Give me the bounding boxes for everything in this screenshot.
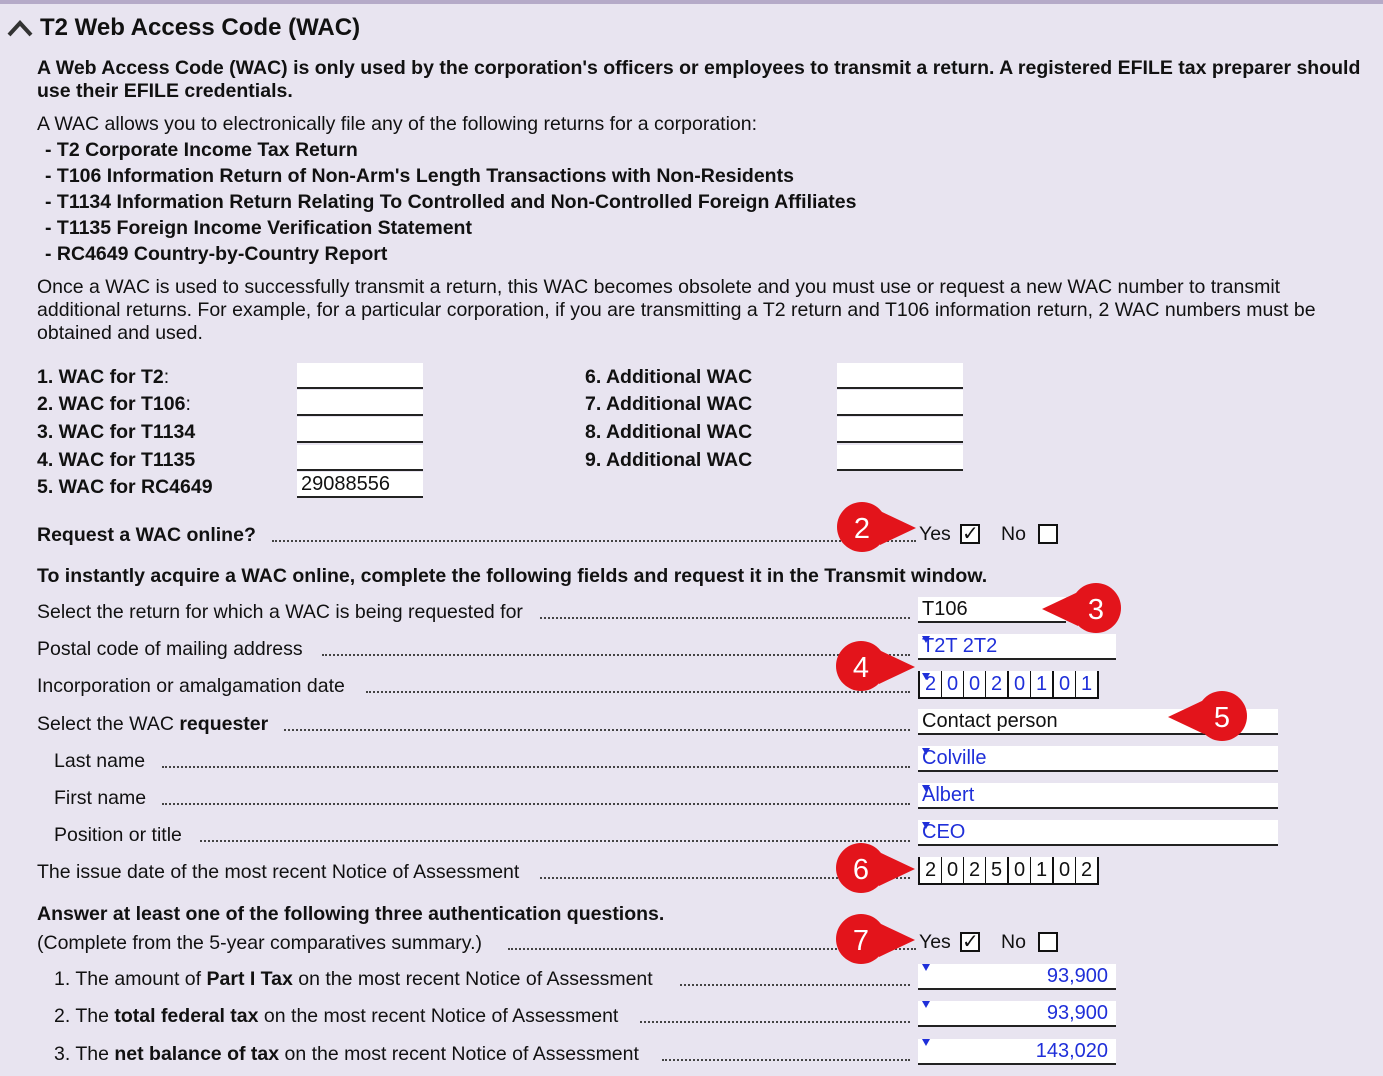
- request-no-label: No: [1001, 523, 1026, 545]
- first-name-field[interactable]: Albert: [918, 783, 1278, 809]
- leader-dots: [322, 654, 910, 656]
- auth-subheading: (Complete from the 5-year comparatives summary.): [37, 932, 483, 954]
- callout-number: 4: [852, 652, 870, 684]
- leader-dots: [680, 984, 910, 986]
- wac-t1135-label: 4. WAC for T1135: [37, 449, 196, 471]
- return-list-item: - T2 Corporate Income Tax Return: [45, 139, 358, 161]
- callout-number: 5: [1213, 702, 1231, 734]
- date-digit: 2: [1075, 857, 1097, 883]
- date-digit: 0: [1058, 673, 1071, 695]
- chevron-up-icon[interactable]: [6, 18, 34, 38]
- callout-number: 6: [852, 854, 870, 886]
- postal-code-field[interactable]: T2T 2T2: [918, 634, 1116, 660]
- auth-q1-label: 1. The amount of Part I Tax on the most recent Notice of Assessment: [54, 968, 653, 990]
- request-online-label: Request a WAC online?: [37, 524, 256, 546]
- postal-code-label: Postal code of mailing address: [37, 638, 303, 660]
- position-label: Position or title: [54, 824, 182, 846]
- date-digit: 2: [924, 673, 937, 695]
- leader-dots: [284, 729, 910, 731]
- blue-triangle-icon: [922, 1001, 930, 1008]
- noa-date-label: The issue date of the most recent Notice of Assessment: [37, 861, 520, 883]
- leader-dots: [162, 803, 910, 805]
- callout-number: 3: [1087, 594, 1105, 626]
- additional-wac-8-label: 8. Additional WAC: [585, 421, 753, 443]
- requester-select[interactable]: Contact person: [918, 709, 1278, 735]
- auth-no-checkbox[interactable]: [1038, 932, 1058, 952]
- top-border: [0, 0, 1383, 4]
- auth-q2-label: 2. The total federal tax on the most recent Notice of Assessment: [54, 1005, 619, 1027]
- callout-number: 2: [853, 513, 871, 545]
- callout-4: [827, 640, 919, 692]
- return-list-item: - T106 Information Return of Non-Arm's Length Transactions with Non-Residents: [45, 165, 794, 187]
- callout-number: 7: [852, 925, 870, 957]
- additional-wac-6-label: 6. Additional WAC: [585, 366, 753, 388]
- callout-7: [827, 913, 919, 965]
- callout-3: [1038, 582, 1130, 634]
- date-digit: 2: [985, 671, 1007, 697]
- additional-wac-7-field[interactable]: [837, 390, 963, 416]
- blue-triangle-icon: [922, 964, 930, 971]
- intro-text: A WAC allows you to electronically file any of the following returns for a corporation:: [37, 113, 758, 135]
- leader-dots: [272, 540, 916, 542]
- additional-wac-8-field[interactable]: [837, 417, 963, 443]
- request-yes-label: Yes: [919, 523, 951, 545]
- date-digit: 0: [941, 671, 963, 697]
- leader-dots: [162, 766, 910, 768]
- note-line-2: additional returns. For example, for a particular corporation, if you are transmitting a T2 return and T106 information return, 2 WAC numbers must be: [37, 299, 1316, 321]
- leader-dots: [540, 617, 910, 619]
- callout-5: [1164, 690, 1256, 742]
- auth-no-label: No: [1001, 931, 1026, 953]
- auth-q2-field[interactable]: 93,900: [918, 1001, 1116, 1027]
- last-name-label: Last name: [54, 750, 146, 772]
- return-select-label: Select the return for which a WAC is being requested for: [37, 601, 523, 623]
- additional-wac-9-label: 9. Additional WAC: [585, 449, 753, 471]
- date-year[interactable]: [920, 857, 1009, 885]
- return-list-item: - RC4649 Country-by-Country Report: [45, 243, 388, 265]
- blue-triangle-icon: [922, 1039, 930, 1046]
- auth-yes-label: Yes: [919, 931, 951, 953]
- auth-heading: Answer at least one of the following three authentication questions.: [37, 903, 665, 925]
- date-digit: 1: [1030, 671, 1052, 697]
- additional-wac-9-field[interactable]: [837, 445, 963, 471]
- blue-triangle-icon: [922, 748, 930, 755]
- noa-date-field[interactable]: [918, 857, 1099, 885]
- additional-wac-7-label: 7. Additional WAC: [585, 393, 753, 415]
- auth-q1-field[interactable]: 93,900: [918, 964, 1116, 990]
- leader-dots: [200, 840, 910, 842]
- section-title: T2 Web Access Code (WAC): [40, 14, 361, 41]
- request-no-checkbox[interactable]: [1038, 524, 1058, 544]
- date-digit: 1: [1075, 671, 1097, 697]
- intro-bold: A Web Access Code (WAC) is only used by the corporation's officers or employees to transmit a return. A registered EFILE tax preparer should use their EFILE credentials.: [37, 57, 1361, 102]
- last-name-field[interactable]: Colville: [918, 746, 1278, 772]
- request-yes-checkbox[interactable]: ✓: [962, 523, 979, 545]
- auth-yes-checkbox[interactable]: ✓: [962, 931, 979, 953]
- additional-wac-6-field[interactable]: [837, 363, 963, 389]
- note-line-3: obtained and used.: [37, 322, 203, 344]
- date-digit: 0: [963, 671, 985, 697]
- wac-t1134-field[interactable]: [297, 417, 423, 443]
- date-day[interactable]: [1054, 671, 1099, 699]
- callout-6: [827, 842, 919, 894]
- wac-rc4649-label: 5. WAC for RC4649: [37, 476, 213, 498]
- blue-triangle-icon: [922, 822, 930, 829]
- auth-q3-field[interactable]: 143,020: [918, 1039, 1116, 1065]
- wac-t106-label: 2. WAC for T106:: [37, 393, 191, 415]
- incorporation-date-label: Incorporation or amalgamation date: [37, 675, 345, 697]
- leader-dots: [662, 1059, 910, 1061]
- leader-dots: [640, 1021, 910, 1023]
- first-name-label: First name: [54, 787, 147, 809]
- note-line-1: Once a WAC is used to successfully transmit a return, this WAC becomes obsolete and you must use or request a new WAC number to transmit: [37, 276, 1281, 298]
- date-digit: 0: [1058, 859, 1071, 881]
- date-digit: 2: [963, 857, 985, 883]
- position-field[interactable]: CEO: [918, 820, 1278, 846]
- wac-t2-label: 1. WAC for T2:: [37, 366, 170, 388]
- wac-t1135-field[interactable]: [297, 445, 423, 471]
- callout-2: [828, 501, 920, 553]
- date-digit: 0: [1013, 673, 1026, 695]
- date-month[interactable]: [1009, 671, 1054, 699]
- wac-rc4649-field[interactable]: 29088556: [297, 472, 423, 498]
- return-list-item: - T1134 Information Return Relating To Controlled and Non-Controlled Foreign Affiliates: [45, 191, 857, 213]
- wac-t2-field[interactable]: [297, 363, 423, 389]
- date-digit: 2: [924, 859, 937, 881]
- instant-heading: To instantly acquire a WAC online, complete the following fields and request it in the Transmit window.: [37, 565, 988, 587]
- date-digit: 0: [941, 857, 963, 883]
- blue-triangle-icon: [922, 785, 930, 792]
- wac-t106-field[interactable]: [297, 390, 423, 416]
- blue-triangle-icon: [922, 636, 930, 643]
- date-digit: 0: [1013, 859, 1026, 881]
- wac-t1134-label: 3. WAC for T1134: [37, 421, 196, 443]
- return-select[interactable]: T106: [918, 597, 1066, 623]
- date-month[interactable]: [1009, 857, 1054, 885]
- requester-label: Select the WAC requester: [37, 713, 269, 735]
- date-day[interactable]: [1054, 857, 1099, 885]
- date-digit: 1: [1030, 857, 1052, 883]
- date-year[interactable]: [920, 671, 1009, 699]
- return-list-item: - T1135 Foreign Income Verification Statement: [45, 217, 472, 239]
- blue-triangle-icon: [922, 673, 930, 680]
- date-digit: 5: [985, 857, 1007, 883]
- auth-q3-label: 3. The net balance of tax on the most recent Notice of Assessment: [54, 1043, 639, 1065]
- incorporation-date-field[interactable]: [918, 671, 1099, 699]
